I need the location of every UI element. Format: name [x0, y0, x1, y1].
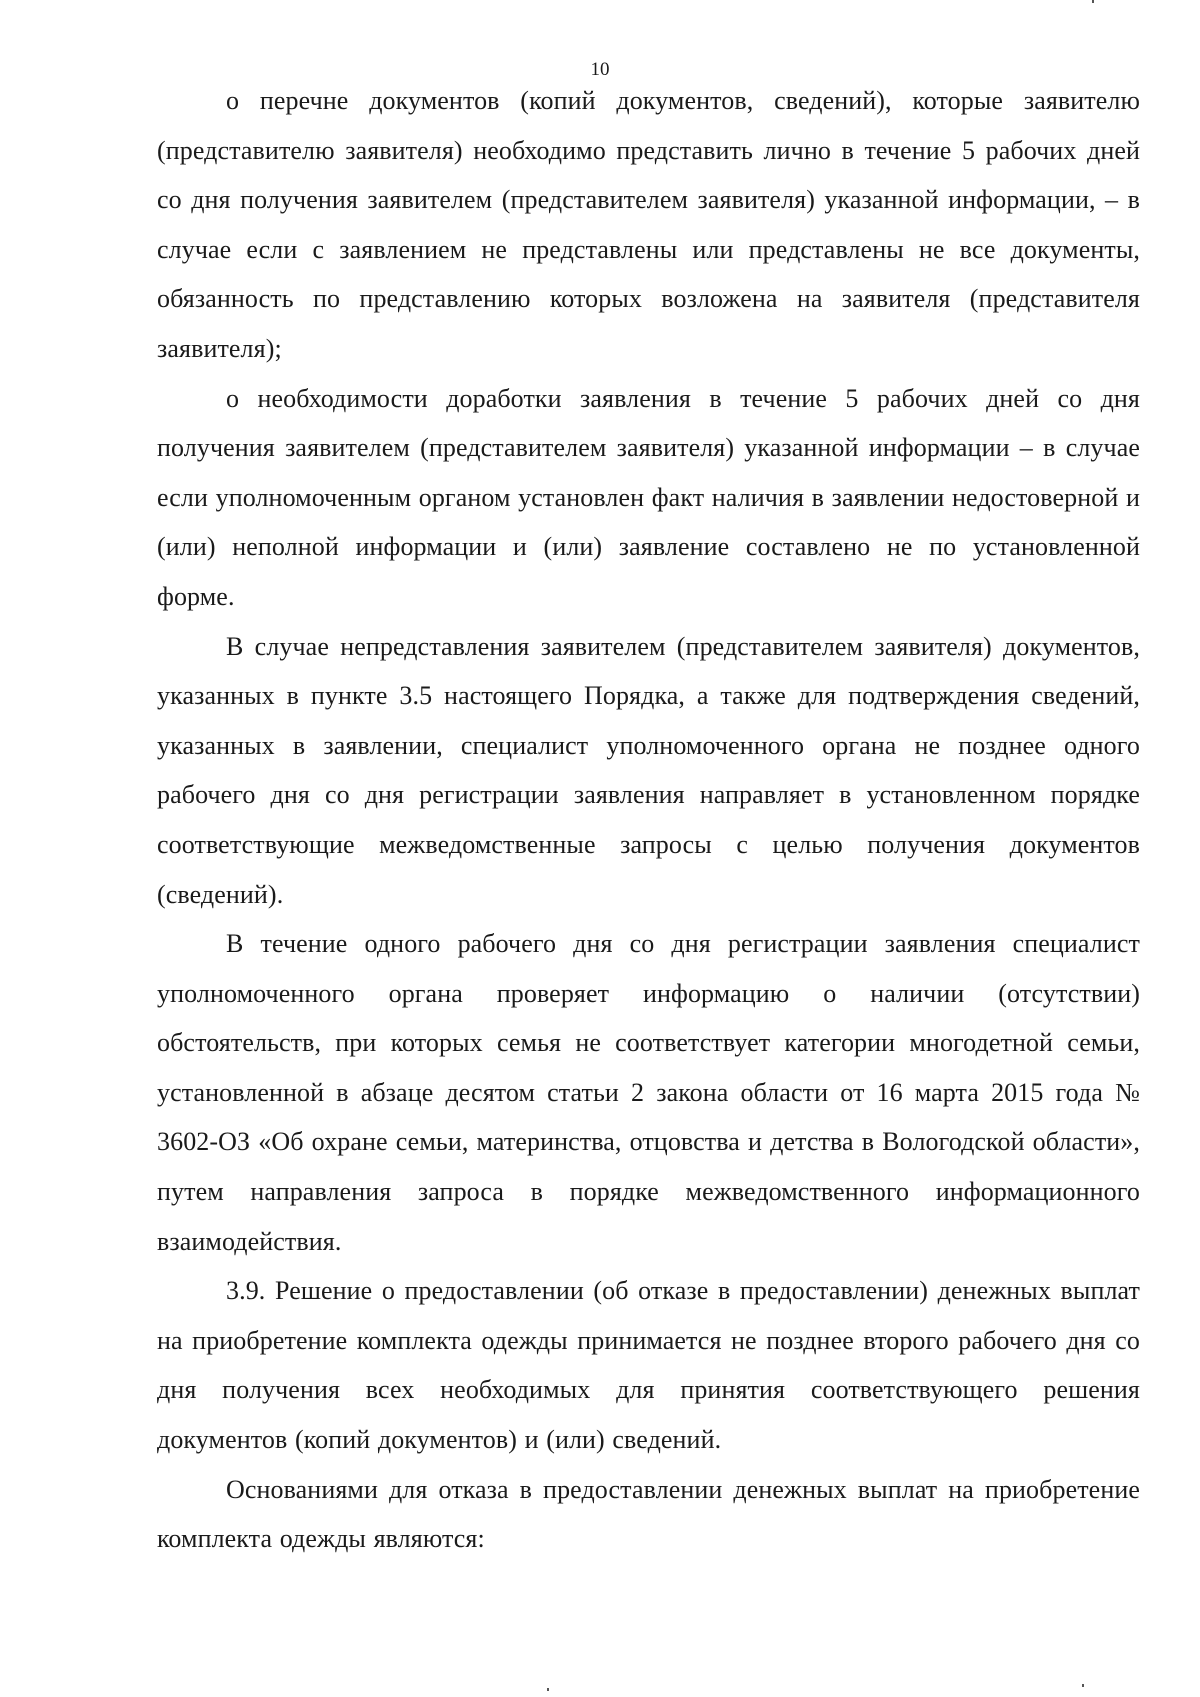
scan-speck-bottom-center [547, 1688, 549, 1691]
paragraph-interagency-requests: В случае непредставления заявителем (представителем заявителя) документов, указанных в пункте 3.5 настоящего Порядка, а также для подтверждения сведений, указанных в заявлении, специалист уполномоченного органа не позднее одного рабочего дня со дня регистрации заявления направляет в установленном порядке соответствующие межведомственные запросы с целью получения документов (сведений). [157, 631, 1140, 909]
paragraph-family-check: В течение одного рабочего дня со дня регистрации заявления специалист уполномоченного органа проверяет информацию о наличии (отсутствии) обстоятельств, при которых семья не соответствует категории многодетной семьи, установленной в абзаце десятом статьи 2 закона области от 16 марта 2015 года № 3602-ОЗ «Об охране семьи, материнства, отцовства и детства в Вологодской области», путем направления запроса в порядке межведомственного информационного взаимодействия. [157, 929, 1140, 1256]
scan-speck-bottom-right [1082, 1684, 1084, 1687]
paragraph-refusal-grounds: Основаниями для отказа в предоставлении денежных выплат на приобретение комплекта одежды являются: [157, 1474, 1140, 1554]
page-number: 10 [590, 59, 610, 80]
scan-speck-top-right [1092, 0, 1094, 3]
paragraph-revision-needed: о необходимости доработки заявления в течение 5 рабочих дней со дня получения заявителем (представителем заявителя) указанной информации – в случае если уполномоченным органом установлен факт наличия в заявлении недостоверной и (или) неполной информации и (или) заявление составлено не по установленной форме. [157, 383, 1140, 611]
paragraph-documents-list: о перечне документов (копий документов, сведений), которые заявителю (представителю заявителя) необходимо представить лично в течение 5 рабочих дней со дня получения заявителем (представителем заявителя) указанной информации, – в случае если с заявлением не представлены или представлены не все документы, обязанность по представлению которых возложена на заявителя (представителя заявителя); [157, 86, 1140, 363]
paragraph-decision-3-9: 3.9. Решение о предоставлении (об отказе в предоставлении) денежных выплат на приобретение комплекта одежды принимается не позднее второго рабочего дня со дня получения всех необходимых для принятия соответствующего решения документов (копий документов) и (или) сведений. [157, 1276, 1140, 1455]
document-body [157, 76, 1140, 1564]
